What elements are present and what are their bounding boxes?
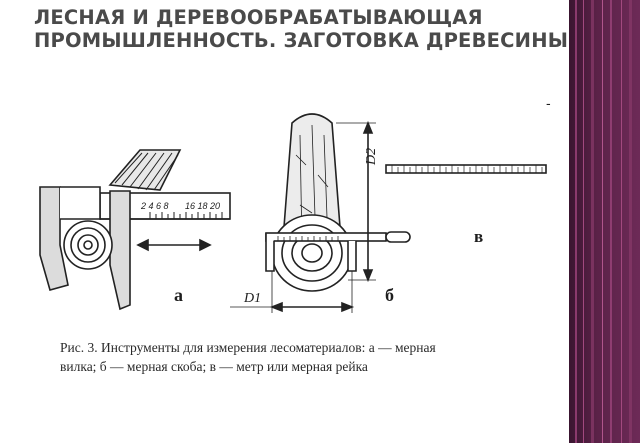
caption-line-2: вилка; б — мерная скоба; в — метр или мерная рейка <box>60 359 368 374</box>
sidebar-stripe <box>629 0 632 443</box>
log-bundle <box>110 150 180 190</box>
slide-marker: - <box>546 95 551 111</box>
sidebar-stripe <box>575 0 577 443</box>
caliper-arrow <box>138 240 210 250</box>
label-v: в <box>474 227 484 246</box>
sidebar-stripe <box>591 0 594 443</box>
slide-title <box>34 6 574 52</box>
label-a: а <box>174 285 183 305</box>
caliper-scale-label-left: 2 4 6 8 <box>141 201 169 211</box>
figure-caption <box>60 338 560 376</box>
slide-title-line-1: ЛЕСНАЯ И ДЕРЕВООБРАБАТЫВАЮЩАЯ <box>34 6 483 29</box>
sidebar-stripe <box>602 0 603 443</box>
sidebar-stripe <box>610 0 612 443</box>
caliper-movable-jaw <box>110 191 130 309</box>
slide-title-line-2: ПРОМЫШЛЕННОСТЬ. ЗАГОТОВКА ДРЕВЕСИНЫ <box>34 29 569 52</box>
label-d2: D2 <box>364 147 379 165</box>
label-b: б <box>385 285 394 305</box>
sidebar-stripe <box>621 0 622 443</box>
sidebar-stripe <box>583 0 584 443</box>
caliper-scale-label-right: 16 18 20 <box>185 201 221 211</box>
log-cross-section-b <box>272 215 352 291</box>
caption-line-1: Рис. 3. Инструменты для измерения лесоматериалов: а — мерная <box>60 340 436 355</box>
label-d1: D1 <box>244 291 262 306</box>
measuring-rod <box>386 165 546 173</box>
decorative-sidebar <box>569 0 640 443</box>
log-cross-section-a <box>64 221 112 269</box>
